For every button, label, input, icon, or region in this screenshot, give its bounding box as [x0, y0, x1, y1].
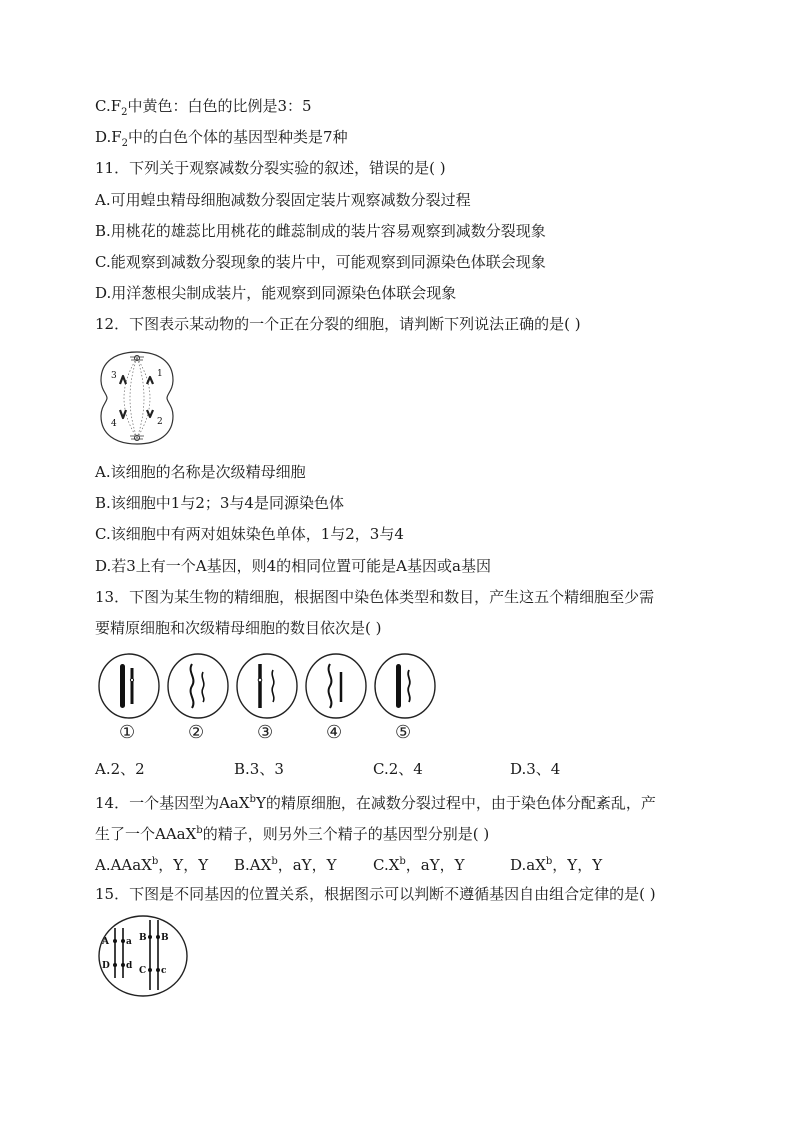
q14-stem-line2: 生了一个AAaX$^b$的精子，则另外三个精子的基因型分别是( ): [95, 825, 490, 843]
q14-option-c: $C.X^b$，aY，Y: [373, 856, 465, 874]
q12-label-3: 3: [111, 371, 117, 381]
q14-option-b: $B.AX^b$，aY，Y: [234, 856, 337, 874]
q14-stem-line1: 14．一个基因型为AaX$^b$Y的精原细胞，在减数分裂过程中，由于染色体分配紊乱，产: [95, 794, 656, 812]
q15-label-a: a: [126, 937, 132, 947]
q12-option-b: B.该细胞中1与2；3与4是同源染色体: [95, 494, 344, 512]
q14-option-a: A.AAaX$^b$，Y，Y: [95, 856, 209, 874]
q13-stem-line2: 要精原细胞和次级精母细胞的数目依次是( ): [95, 619, 382, 637]
q13-option-b: B.3、3: [234, 760, 284, 778]
q11-option-c: C.能观察到减数分裂现象的装片中，可能观察到同源染色体联会现象: [95, 253, 546, 271]
q13-cell-3: [237, 654, 297, 743]
q12-label-1: 1: [157, 369, 163, 379]
q13-option-d: D.3、4: [510, 760, 561, 778]
q12-label-2: 2: [157, 417, 163, 427]
q13-option-c: C.2、4: [373, 760, 423, 778]
q15-gene-position-figure: [97, 914, 189, 998]
q11-option-d: D.用洋葱根尖制成装片，能观察到同源染色体联会现象: [95, 284, 457, 302]
q13-cell-1-label: ①: [119, 722, 136, 743]
q15-label-A: A: [102, 937, 109, 947]
q13-cell-1: [99, 654, 159, 743]
q13-cell-5: [375, 654, 435, 743]
q13-option-a: A.2、2: [95, 760, 145, 778]
q12-option-a: A.该细胞的名称是次级精母细胞: [95, 463, 306, 481]
q10-option-c: $C.F_2$中黄色：白色的比例是3：5: [95, 97, 312, 118]
q15-label-B-left: B: [139, 933, 147, 943]
q13-cell-5-label: ⑤: [395, 722, 412, 743]
q12-cell-figure: [97, 348, 177, 448]
q15-label-B-right: B: [161, 933, 169, 943]
q13-cell-2: [168, 654, 228, 743]
q11-option-b: B.用桃花的雄蕊比用桃花的雌蕊制成的装片容易观察到减数分裂现象: [95, 222, 546, 240]
q15-label-d: d: [126, 961, 133, 971]
q13-sperm-cells-figure: [97, 652, 439, 746]
q13-cell-4: [306, 654, 366, 743]
q13-cell-3-label: ③: [257, 722, 274, 743]
q15-label-D: D: [102, 961, 110, 971]
q15-stem: 15．下图是不同基因的位置关系，根据图示可以判断不遵循基因自由组合定律的是( ): [95, 885, 656, 903]
q13-stem-line1: 13．下图为某生物的精细胞，根据图中染色体类型和数目，产生这五个精细胞至少需: [95, 588, 655, 606]
q13-cell-2-label: ②: [188, 722, 205, 743]
q12-option-c: C.该细胞中有两对姐妹染色单体，1与2，3与4: [95, 525, 404, 543]
q15-label-C: C: [139, 966, 147, 976]
q13-cell-4-label: ④: [326, 722, 343, 743]
q12-stem: 12．下图表示某动物的一个正在分裂的细胞，请判断下列说法正确的是( ): [95, 315, 581, 333]
q15-label-c: c: [161, 966, 167, 976]
q14-option-d: $D.aX^b$，Y，Y: [510, 856, 603, 874]
q10-option-d: $D.F_2$中的白色个体的基因型种类是7种: [95, 128, 348, 149]
q11-stem: 11．下列关于观察减数分裂实验的叙述，错误的是( ): [95, 159, 446, 177]
q12-label-4: 4: [111, 419, 117, 429]
q11-option-a: A.可用蝗虫精母细胞减数分裂固定装片观察减数分裂过程: [95, 191, 471, 209]
q12-option-d: D.若3上有一个A基因，则4的相同位置可能是A基因或a基因: [95, 557, 491, 575]
